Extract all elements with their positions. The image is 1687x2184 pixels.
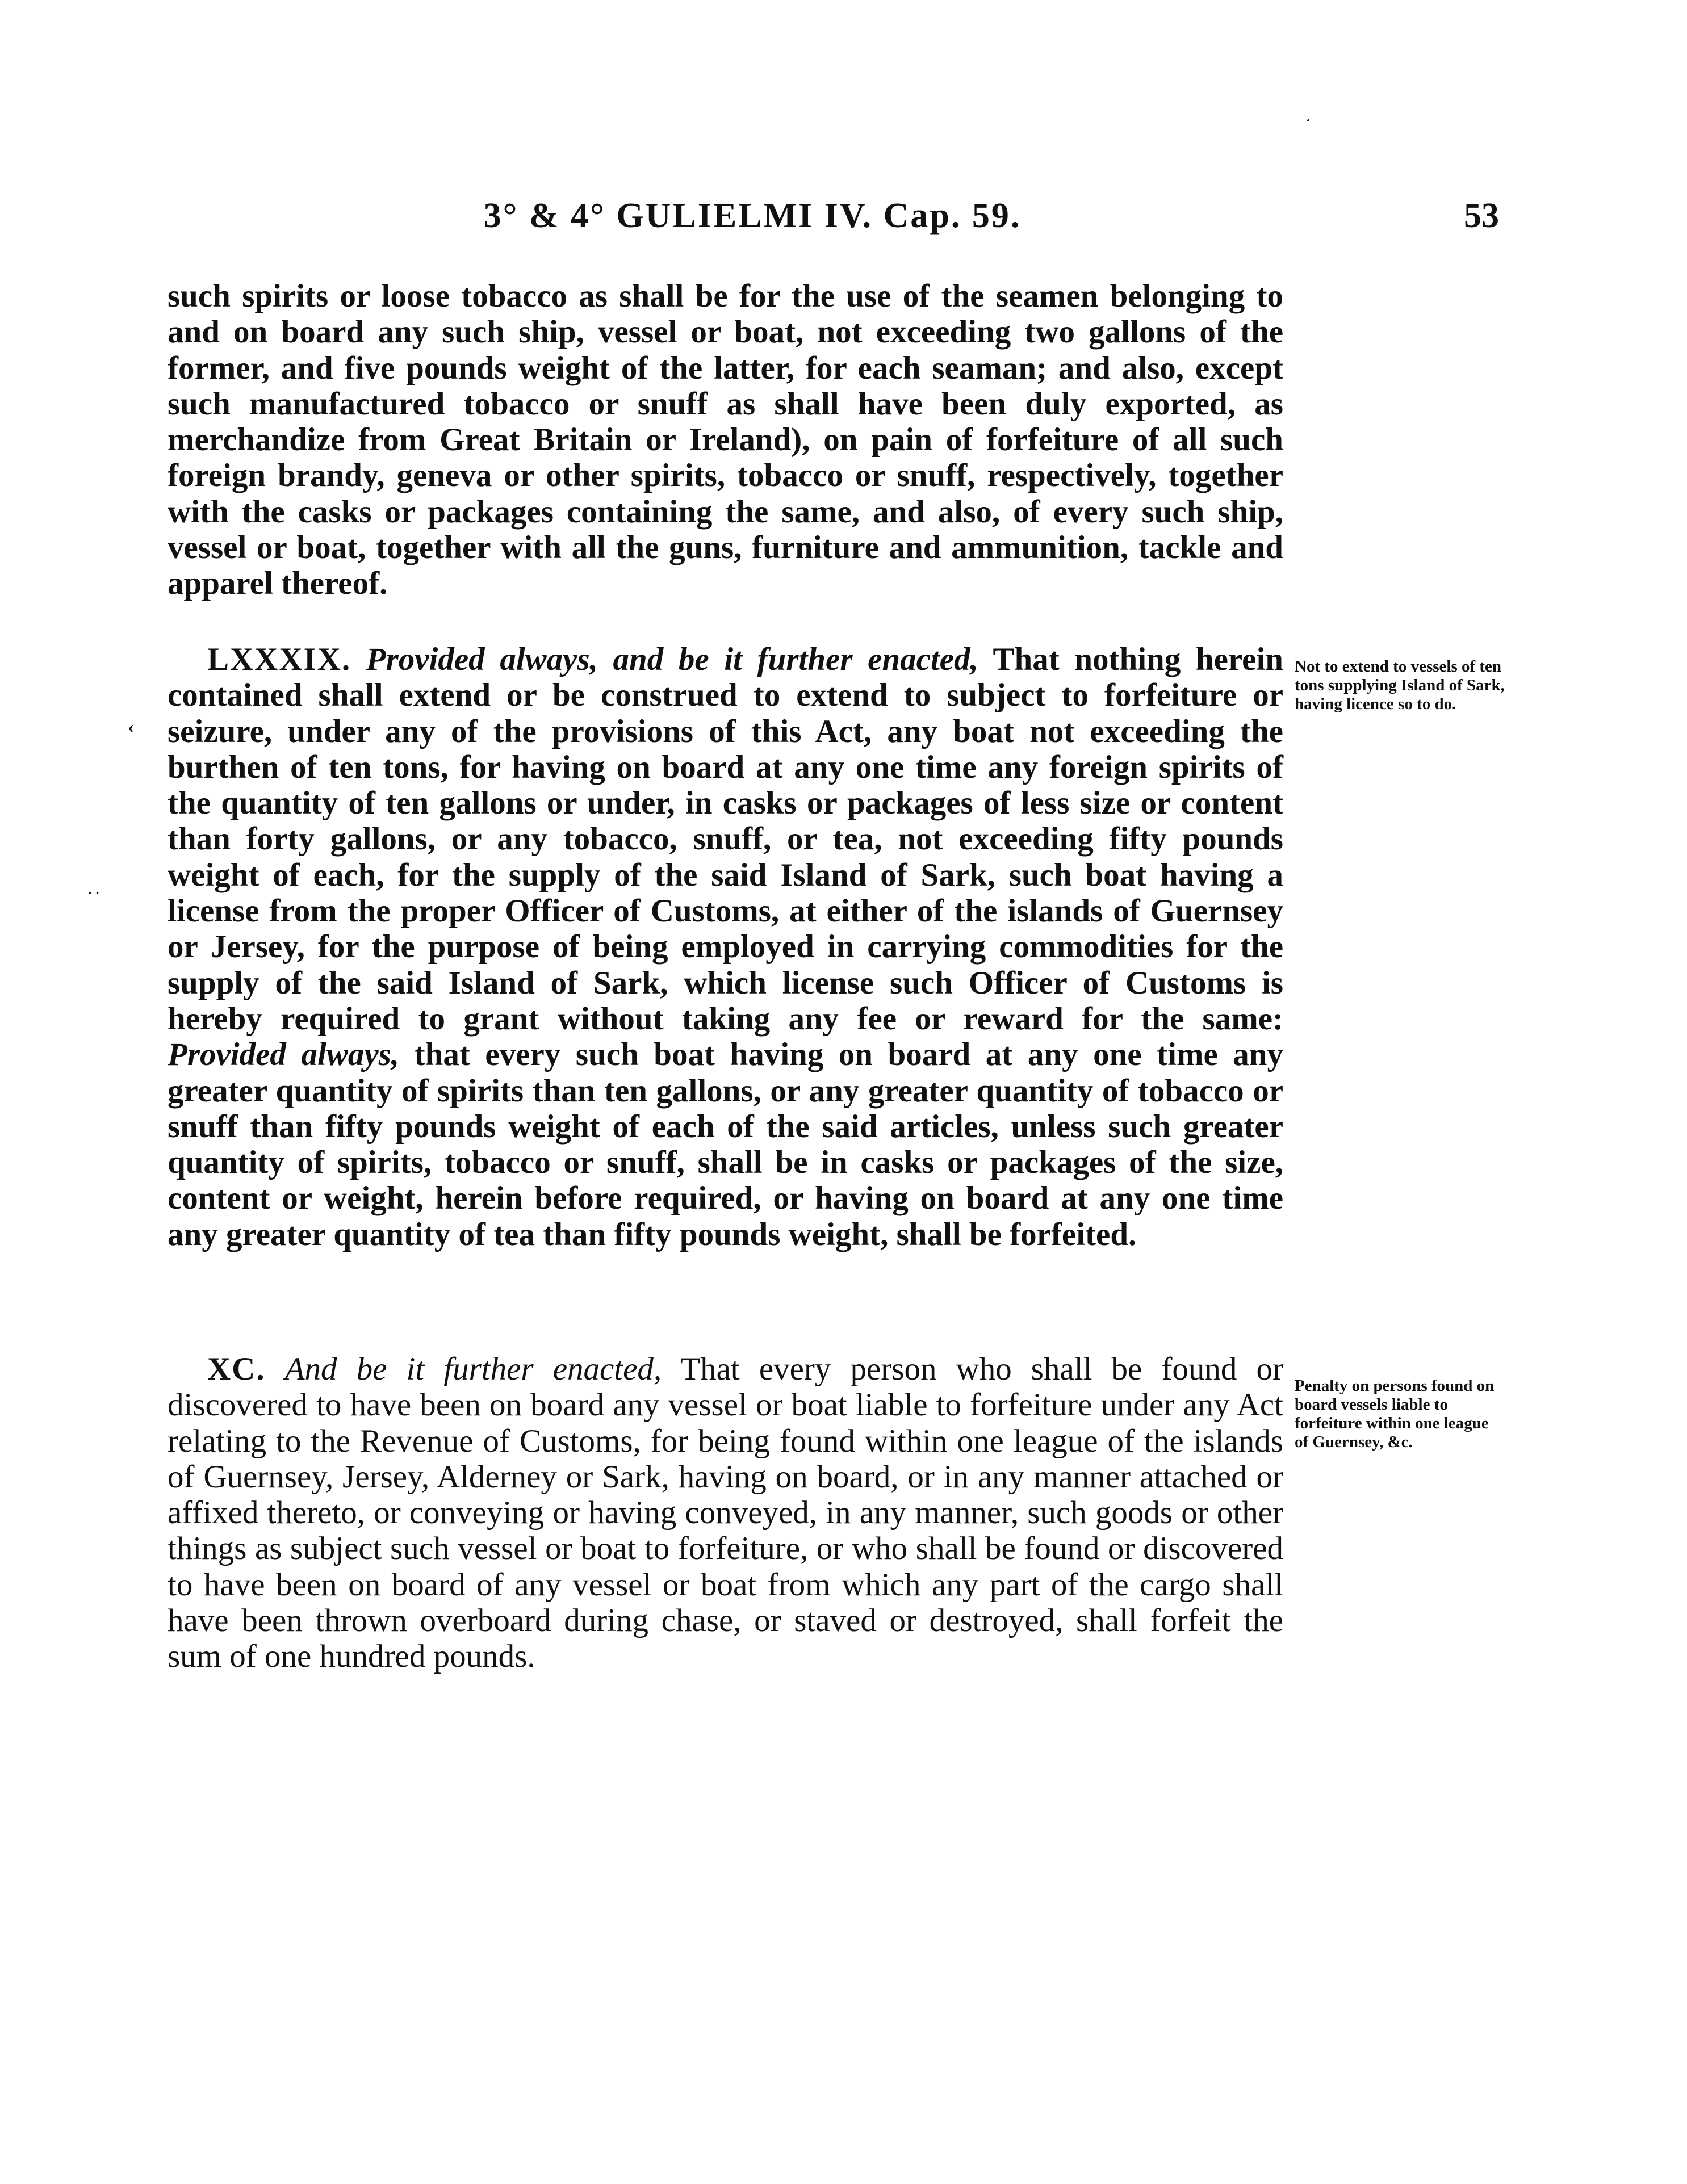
section-lxxxix [168,642,1283,1252]
running-title: 3° & 4° GULIELMI IV. Cap. 59. [483,196,1022,235]
section-lxxxix-text-part2: that every such boat having on board at any one time any greater quantity of spirits than ten gallons, or any greater quantity of tobacco or snuff than fifty pounds weight of each of the said articles, unless such greater quantity of spirits, tobacco or snuff, shall be in casks or packages of the size, content or weight, herein before required, or having on board at any one time any greater quantity of tea than fifty pounds weight, shall be forfeited. [168,1037,1283,1252]
continued-paragraph-text: such spirits or loose tobacco as shall be for the use of the seamen belonging to and on board any such ship, vessel or boat, not exceeding two gallons of the former, and five pounds weight of the latter, for each seaman; and also, except such manufactured tobacco or snuff as shall have been duly exported, as merchandize from Great Britain or Ireland), on pain of forfeiture of all such foreign brandy, geneva or other spirits, tobacco or snuff, respectively, together with the casks or packages containing the same, and also, of every such ship, vessel or boat, together with all the guns, furniture and ammunition, tackle and apparel thereof. [168,278,1283,602]
section-lxxxix-text-part1: That nothing herein contained shall extend or be construed to extend to subject to forfeiture or seizure, under any of the provisions of this Act, any boat not exceeding the burthen of ten tons, for having on board at any one time any foreign spirits of the quantity of ten gallons or under, in casks or packages of less size or content than forty gallons, or any tobacco, snuff, or tea, not exceeding fifty pounds weight of each, for the supply of the said Island of Sark, such boat having a license from the proper Officer of Customs, at either of the islands of Guernsey or Jersey, for the purpose of being employed in carrying commodities for the supply of the said Island of Sark, which license such Officer of Customs is hereby required to grant without taking any fee or reward for the same: [168,642,1283,1037]
margin-tick-mark: ‹ [128,716,135,737]
section-xc [168,1351,1283,1675]
marginal-note-lxxxix: Not to extend to vessels of ten tons supplying Island of Sark, having licence so to do. [1295,657,1505,713]
section-xc-enacting-clause: And be it further enacted, [284,1351,662,1387]
section-xc-text: That every person who shall be found or discovered to have been on board any vessel or boat liable to forfeiture under any Act relating to the Revenue of Customs, for being found within one league of the islands of Guernsey, Jersey, Alderney or Sark, having on board, or in any manner attached or affixed thereto, or conveying or having conveyed, in any manner, such goods or other things as subject such vessel or boat to forfeiture, or who shall be found or discovered to have been on board of any vessel or boat from which any part of the cargo shall have been thrown overboard during chase, or staved or destroyed, shall forfeit the sum of one hundred pounds. [168,1351,1284,1675]
section-lxxxix-numeral: LXXXIX. [207,642,351,677]
continued-paragraph [168,278,1283,602]
section-xc-indent [168,1351,207,1387]
section-xc-numeral: XC. [207,1351,266,1387]
margin-dots-mark: · · [88,886,100,900]
section-lxxxix-enacting-clause: Provided always, and be it further enacted, [366,642,978,677]
section-lxxxix-proviso: Provided always, [168,1037,400,1073]
section-lxxxix-indent [168,642,207,677]
page-number: 53 [1464,196,1499,235]
marginal-note-xc: Penalty on persons found on board vessels liable to forfeiture within one league of Guernsey, &c. [1295,1377,1495,1451]
stray-dot-mark: · [1306,114,1311,128]
